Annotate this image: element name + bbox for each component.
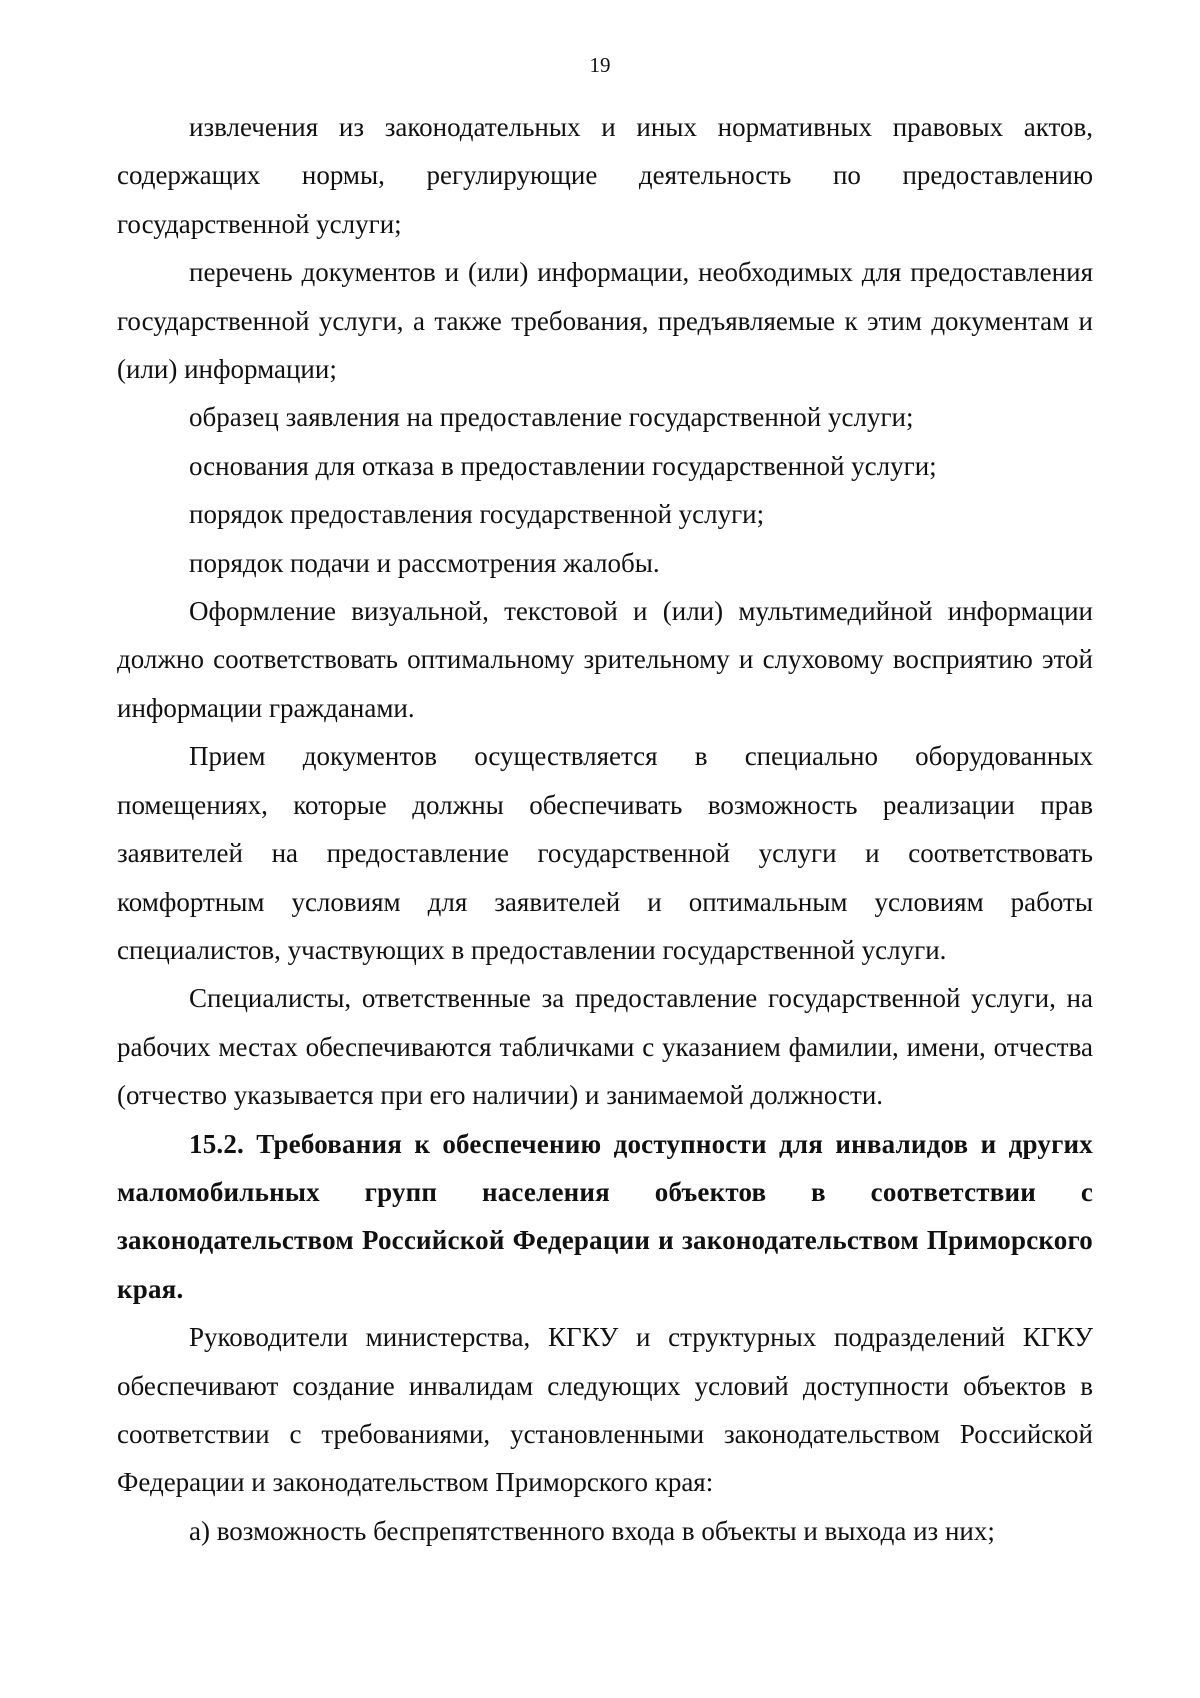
paragraph-document-reception: Прием документов осуществляется в специально оборудованных помещениях, которые должны обеспечивать возможность реализации прав заявителей на предоставление государственной услуги и соответствовать комфортным условиям для заявителей и оптимальным условиям работы специалистов, участвующих в предоставлении государственной услуги. bbox=[117, 741, 1093, 965]
paragraph-application-sample: образец заявления на предоставление государственной услуги; bbox=[189, 402, 914, 433]
document-body bbox=[117, 103, 1093, 1555]
paragraph-documents-list: перечень документов и (или) информации, необходимых для предоставления государственной услуги, а также требования, предъявляемые к этим документам и (или) информации; bbox=[117, 257, 1093, 385]
section-heading-15-2: 15.2. Требования к обеспечению доступности для инвалидов и других маломобильных групп населения объектов в соответствии с законодательством Российской Федерации и законодательством Приморского края. bbox=[117, 1128, 1093, 1304]
list-item-a: а) возможность беспрепятственного входа в объекты и выхода из них; bbox=[189, 1515, 995, 1546]
page-number: 19 bbox=[589, 53, 611, 77]
paragraph-extracts: извлечения из законодательных и иных нормативных правовых актов, содержащих нормы, регулирующие деятельность по предоставлению государственной услуги; bbox=[117, 112, 1093, 239]
paragraph-complaint-procedure: порядок подачи и рассмотрения жалобы. bbox=[189, 547, 660, 578]
paragraph-information-design: Оформление визуальной, текстовой и (или) мультимедийной информации должно соответствовать оптимальному зрительному и слуховому восприятию этой информации гражданами. bbox=[117, 596, 1093, 723]
paragraph-specialists: Специалисты, ответственные за предоставление государственной услуги, на рабочих местах обеспечиваются табличками с указанием фамилии, имени, отчества (отчество указывается при его наличии) и занимаемой должности. bbox=[117, 983, 1093, 1111]
paragraph-managers: Руководители министерства, КГКУ и структурных подразделений КГКУ обеспечивают создание инвалидам следующих условий доступности объектов в соответствии с требованиями, установленными законодательством Российской Федерации и законодательством Приморского края: bbox=[117, 1322, 1093, 1498]
paragraph-refusal-grounds: основания для отказа в предоставлении государственной услуги; bbox=[189, 450, 937, 481]
paragraph-service-procedure: порядок предоставления государственной услуги; bbox=[189, 499, 765, 530]
